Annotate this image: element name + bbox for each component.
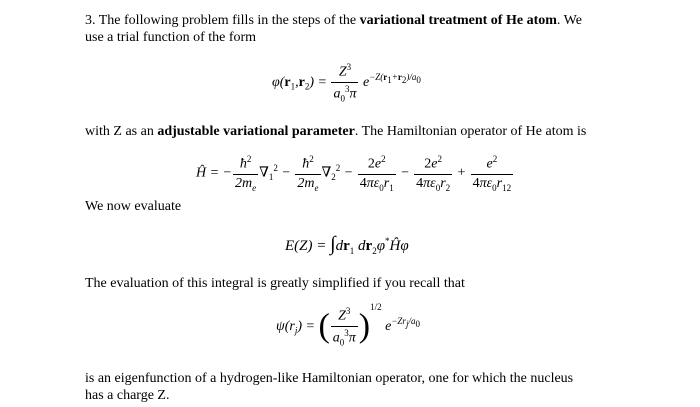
hydrogen-wavefunction-equation: $\psi(r_j)$ = ( $\frac{Z^3}{a_0^3\pi}$ )$^{1/2}$ $e^{-Zr_j/a_0}$ [276, 302, 420, 348]
intro-paragraph [85, 12, 685, 46]
intro-bold: variational treatment of He atom [359, 13, 557, 28]
evaluate-text: We now evaluate [85, 199, 182, 214]
simplification-text: The evaluation of this integral is greatly simplified if you recall that [85, 276, 465, 291]
intro-line2: use a trial function of the form [85, 30, 257, 45]
trial-function-equation: $\varphi(r_1,r_2)$ = $\frac{Z^3}{a_0^3\pi}$ $e^{-Z(r_1+r_2)/a_0}$ [272, 62, 421, 104]
intro-suffix: . We [556, 13, 582, 28]
hamiltonian-equation: Ĥ = − $\frac{ħ^2}{2m_e}$ $\nabla_1^2$ − $\frac{ħ^2}{2m_e}$ $\nabla_2^2$ − $\frac{2e^2}{4\pi\varepsilon_0r_1}$ − $\frac{2e^2}{4\pi\varepsilon_0r_2}$ + $\frac{e^2}{4\pi\varepsilon_0r_{12}}$ [196, 154, 512, 193]
energy-integral-equation: $E(Z) = \int dr_1$ $dr_2\varphi^*Ĥ\varphi$ [285, 233, 409, 256]
eigenfunction-paragraph [85, 370, 685, 404]
variational-parameter-paragraph [85, 123, 685, 140]
with-text: with Z as an [85, 124, 158, 139]
with-bold: adjustable variational parameter [157, 124, 355, 139]
eigen-line2: has a charge Z. [85, 388, 170, 403]
intro-text: 3. The following problem fills in the steps of the [85, 13, 360, 28]
with-suffix: . The Hamiltonian operator of He atom is [354, 124, 587, 139]
eigen-line1: is an eigenfunction of a hydrogen-like Hamiltonian operator, one for which the nucleus [85, 371, 574, 386]
